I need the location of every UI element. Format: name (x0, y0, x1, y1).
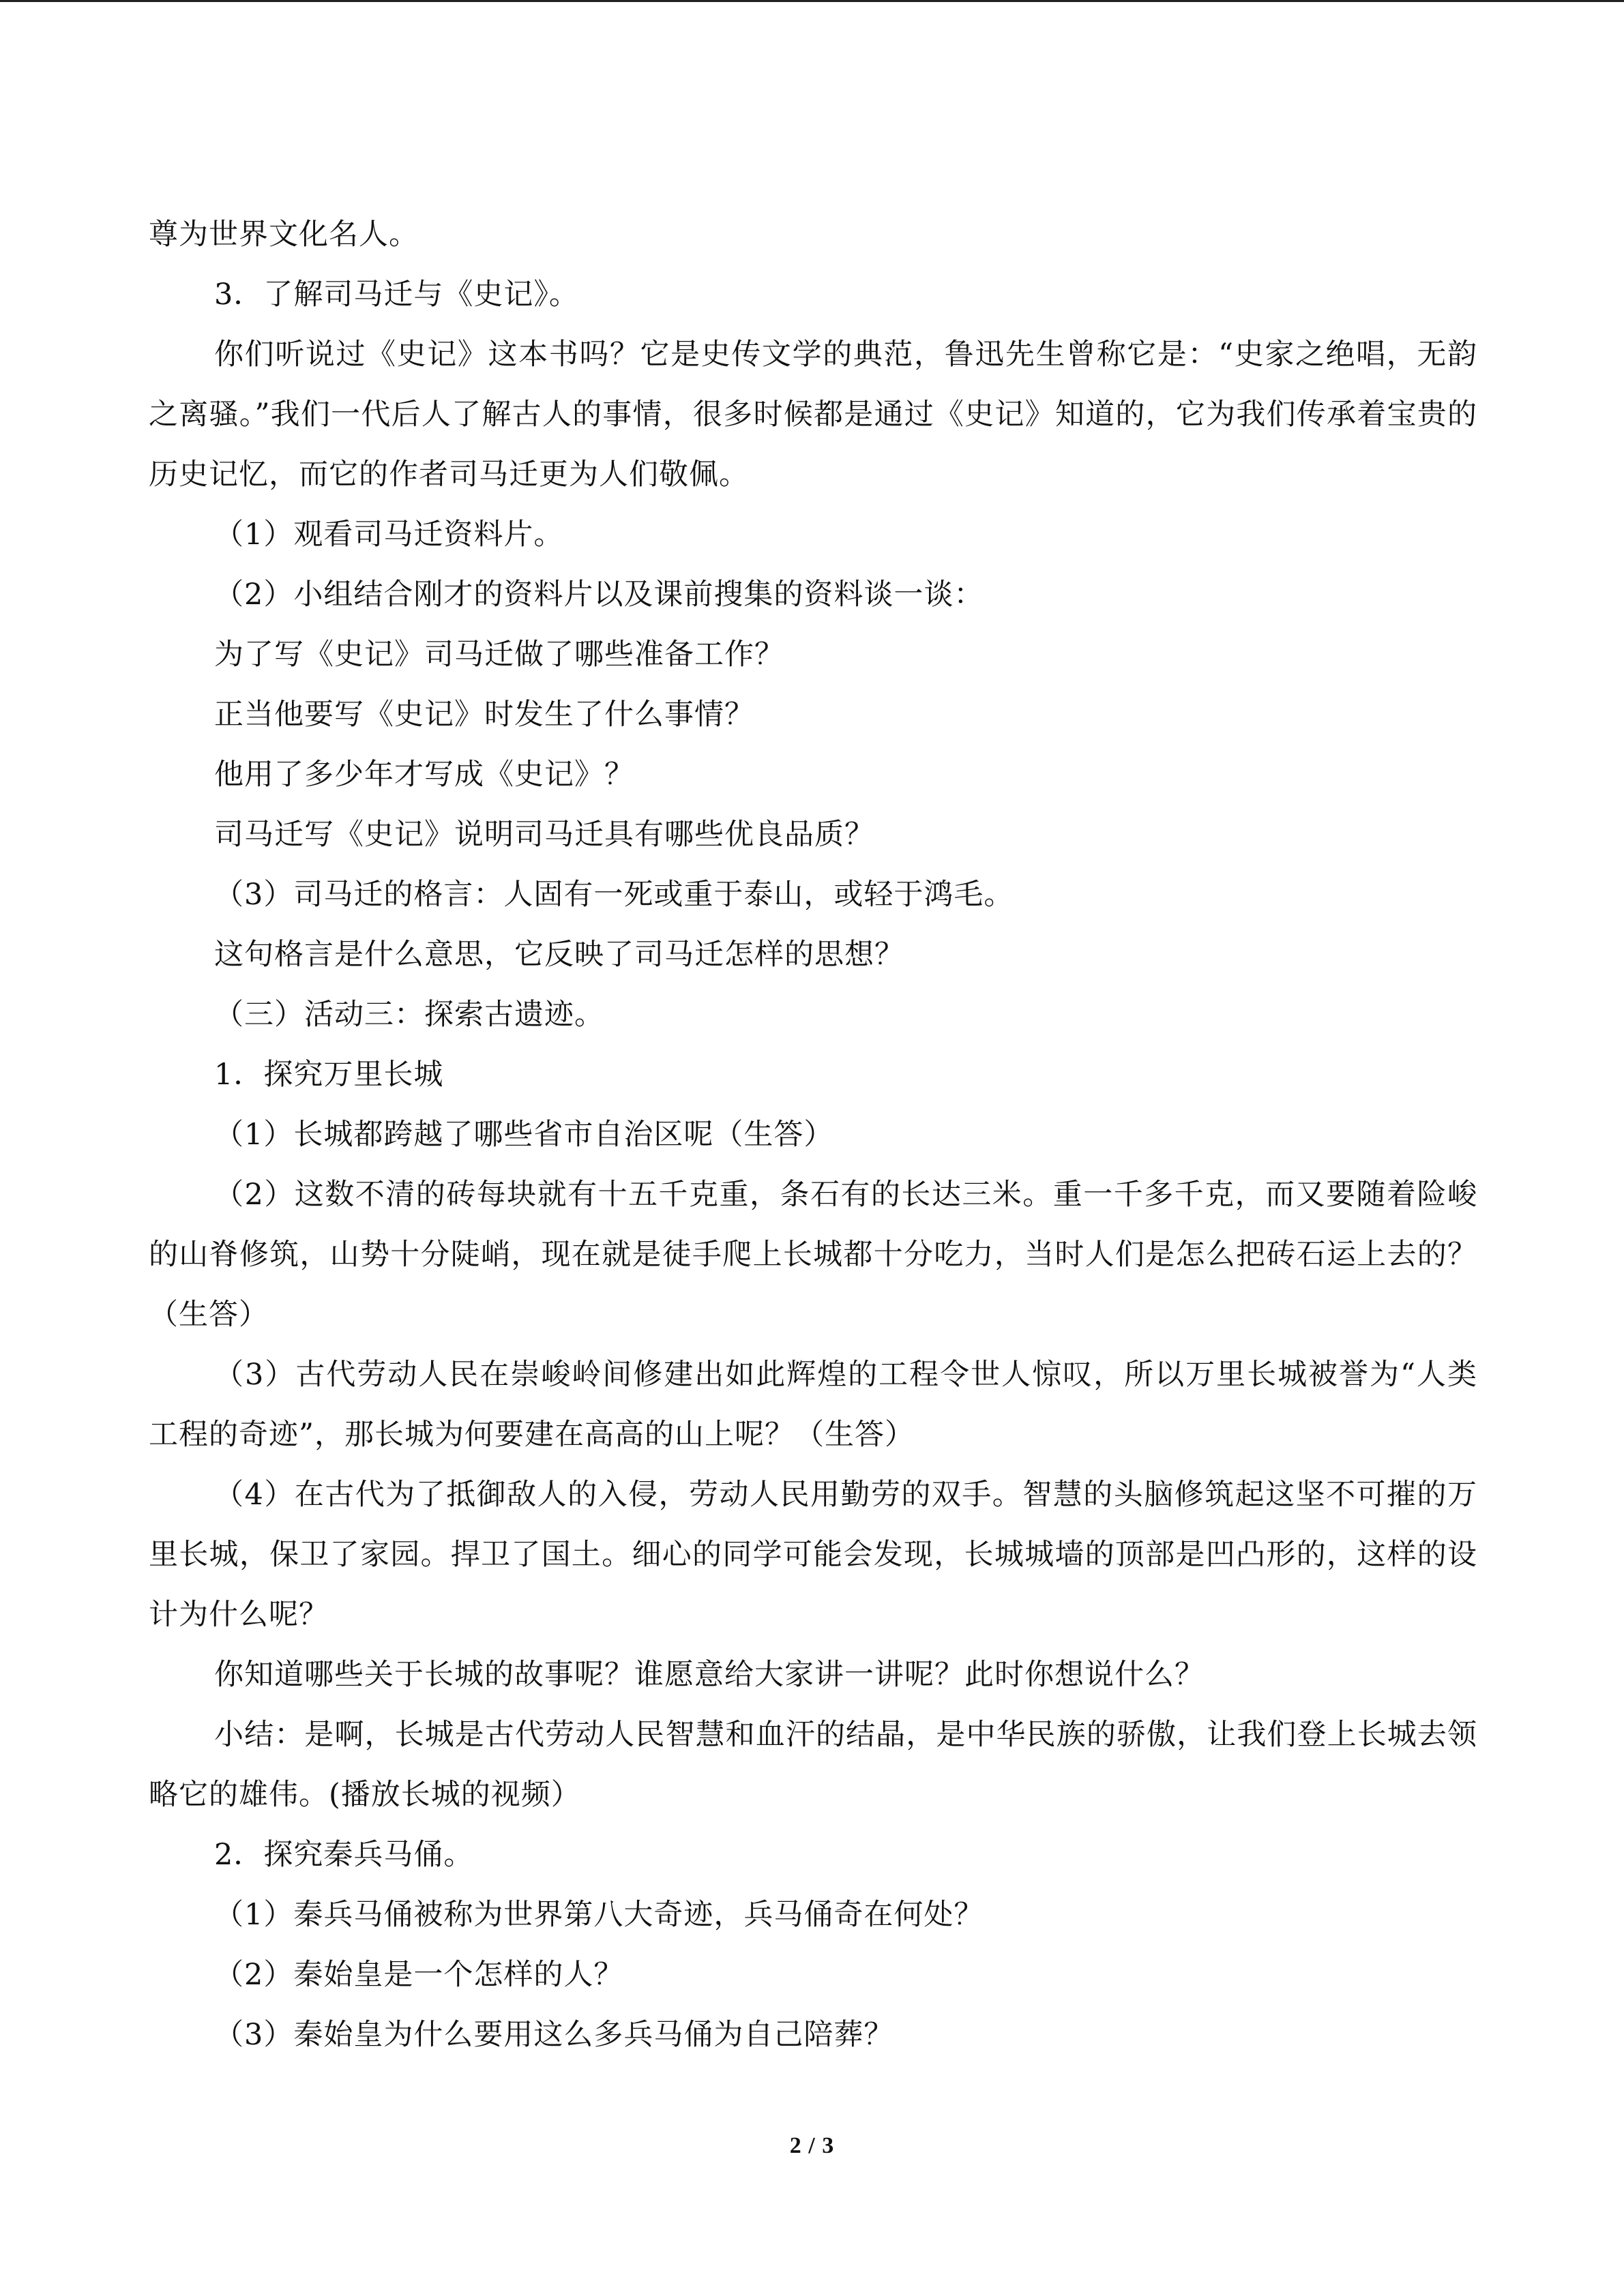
section-heading: （三）活动三：探索古遗迹。 (214, 998, 604, 1032)
list-item: （3）司马迁的格言：人固有一死或重于泰山，或轻于鸿毛。 (214, 878, 1014, 912)
section-heading: 3．了解司马迁与《史记》。 (214, 278, 579, 312)
question: 司马迁写《史记》说明司马迁具有哪些优良品质？ (214, 818, 874, 852)
document-body (149, 205, 1477, 2065)
page-number: 2 / 3 (789, 2133, 835, 2158)
list-item: （1）秦兵马俑被称为世界第八大奇迹，兵马俑奇在何处？ (214, 1898, 984, 1932)
list-item: （2）小组结合刚才的资料片以及课前搜集的资料谈一谈： (214, 578, 984, 612)
list-item: （4）在古代为了抵御敌人的入侵，劳动人民用勤劳的双手。智慧的头脑修筑起这坚不可摧的万里长城，保卫了家园。捍卫了国土。细心的同学可能会发现，长城城墙的顶部是凹凸形的，这样的设计为什么呢？ (149, 1478, 1477, 1632)
list-item: （3）秦始皇为什么要用这么多兵马俑为自己陪葬？ (214, 2018, 894, 2052)
question: 他用了多少年才写成《史记》？ (214, 758, 634, 792)
list-item: （3）古代劳动人民在崇峻岭间修建出如此辉煌的工程令世人惊叹，所以万里长城被誉为“人类工程的奇迹”，那长城为何要建在高高的山上呢？（生答） (149, 1358, 1477, 1452)
page-top-border (0, 0, 1624, 2)
list-item: （1）观看司马迁资料片。 (214, 518, 564, 552)
list-item: （1）长城都跨越了哪些省市自治区呢（生答） (214, 1118, 834, 1152)
list-item: （2）秦始皇是一个怎样的人？ (214, 1958, 624, 1992)
question: 为了写《史记》司马迁做了哪些准备工作？ (214, 638, 784, 672)
question: 这句格言是什么意思，它反映了司马迁怎样的思想？ (214, 938, 904, 972)
question: 正当他要写《史记》时发生了什么事情？ (214, 698, 754, 732)
paragraph: 你们听说过《史记》这本书吗？它是史传文学的典范，鲁迅先生曾称它是：“史家之绝唱，无韵之离骚。”我们一代后人了解古人的事情，很多时候都是通过《史记》知道的，它为我们传承着宝贵的历史记忆，而它的作者司马迁更为人们敬佩。 (149, 338, 1477, 492)
section-heading: 2．探究秦兵马俑。 (214, 1838, 474, 1872)
question: 你知道哪些关于长城的故事呢？谁愿意给大家讲一讲呢？此时你想说什么？ (214, 1658, 1205, 1692)
list-item: （2）这数不清的砖每块就有十五千克重，条石有的长达三米。重一千多千克，而又要随着险峻的山脊修筑，山势十分陡峭，现在就是徒手爬上长城都十分吃力，当时人们是怎么把砖石运上去的？（生答） (149, 1178, 1477, 1332)
paragraph: 尊为世界文化名人。 (149, 218, 419, 252)
section-heading: 1．探究万里长城 (214, 1058, 444, 1092)
summary-paragraph: 小结：是啊，长城是古代劳动人民智慧和血汗的结晶，是中华民族的骄傲，让我们登上长城去领略它的雄伟。(播放长城的视频） (149, 1718, 1477, 1812)
